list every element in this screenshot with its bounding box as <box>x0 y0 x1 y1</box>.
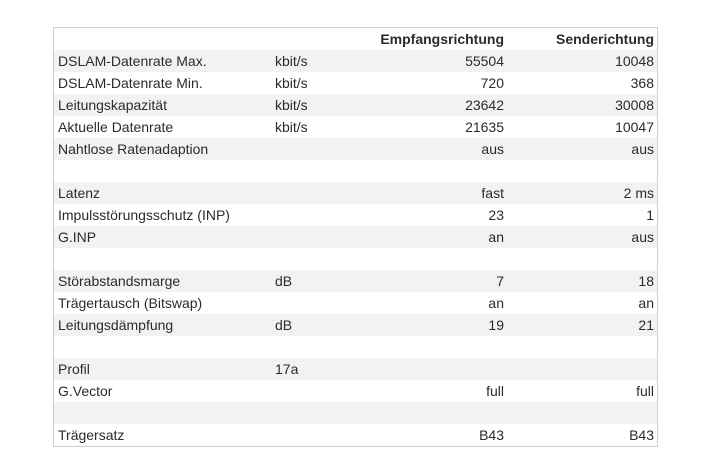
row-upstream-value: 10047 <box>615 119 654 135</box>
row-downstream-value: full <box>486 383 504 399</box>
table-row <box>54 424 657 446</box>
row-downstream-value: 720 <box>480 75 504 91</box>
row-unit: 17a <box>275 361 299 377</box>
table-row <box>54 292 657 314</box>
table-row <box>54 72 657 94</box>
row-label: Nahtlose Ratenadaption <box>58 141 209 157</box>
table-row <box>54 160 657 182</box>
table-row <box>54 314 657 336</box>
row-downstream-value: aus <box>481 141 504 157</box>
table-body <box>54 50 657 446</box>
row-unit: dB <box>275 273 293 289</box>
row-label: DSLAM-Datenrate Max. <box>58 53 207 69</box>
row-label: Impulsstörungsschutz (INP) <box>58 207 230 223</box>
row-unit: kbit/s <box>275 53 308 69</box>
row-downstream-value: 23 <box>488 207 504 223</box>
row-downstream-value: 19 <box>488 317 504 333</box>
table-row <box>54 358 657 380</box>
row-upstream-value: 30008 <box>615 97 654 113</box>
row-upstream-value: 18 <box>638 273 654 289</box>
row-downstream-value: 55504 <box>465 53 504 69</box>
row-unit: dB <box>275 317 293 333</box>
row-downstream-value: 7 <box>496 273 504 289</box>
row-upstream-value: 1 <box>646 207 654 223</box>
table-row <box>54 270 657 292</box>
row-downstream-value: 21635 <box>465 119 504 135</box>
row-downstream-value: an <box>488 295 504 311</box>
row-upstream-value: an <box>638 295 654 311</box>
table-row <box>54 380 657 402</box>
row-label: Aktuelle Datenrate <box>58 119 174 135</box>
table-row <box>54 402 657 424</box>
row-label: G.INP <box>58 229 97 245</box>
row-downstream-value: 23642 <box>465 97 504 113</box>
table-row <box>54 248 657 270</box>
row-unit: kbit/s <box>275 97 308 113</box>
row-upstream-value: 368 <box>630 75 654 91</box>
row-upstream-value: aus <box>631 141 654 157</box>
table-row <box>54 138 657 160</box>
row-label: Leitungskapazität <box>58 97 167 113</box>
row-downstream-value: fast <box>481 185 504 201</box>
table-row <box>54 336 657 358</box>
row-downstream-value: B43 <box>479 427 504 443</box>
row-upstream-value: full <box>636 383 654 399</box>
header-downstream: Empfangsrichtung <box>380 31 504 47</box>
row-upstream-value: B43 <box>629 427 654 443</box>
row-label: DSLAM-Datenrate Min. <box>58 75 203 91</box>
table-row <box>54 94 657 116</box>
table-row <box>54 226 657 248</box>
row-label: Profil <box>58 361 90 377</box>
row-unit: kbit/s <box>275 119 308 135</box>
row-label: Leitungsdämpfung <box>58 317 174 333</box>
table-row <box>54 204 657 226</box>
row-label: Trägertausch (Bitswap) <box>58 295 203 311</box>
row-upstream-value: 10048 <box>615 53 654 69</box>
row-upstream-value: 21 <box>638 317 654 333</box>
dsl-info-table <box>53 27 658 447</box>
table-row <box>54 182 657 204</box>
table-row <box>54 116 657 138</box>
table-row <box>54 50 657 72</box>
table-header-row <box>54 28 657 50</box>
row-label: Latenz <box>58 185 101 201</box>
row-upstream-value: 2 ms <box>623 185 654 201</box>
row-label: Störabstandsmarge <box>58 273 181 289</box>
row-label: G.Vector <box>58 383 113 399</box>
row-downstream-value: an <box>488 229 504 245</box>
header-upstream: Senderichtung <box>555 31 654 47</box>
row-upstream-value: aus <box>631 229 654 245</box>
row-unit: kbit/s <box>275 75 308 91</box>
row-label: Trägersatz <box>58 427 125 443</box>
